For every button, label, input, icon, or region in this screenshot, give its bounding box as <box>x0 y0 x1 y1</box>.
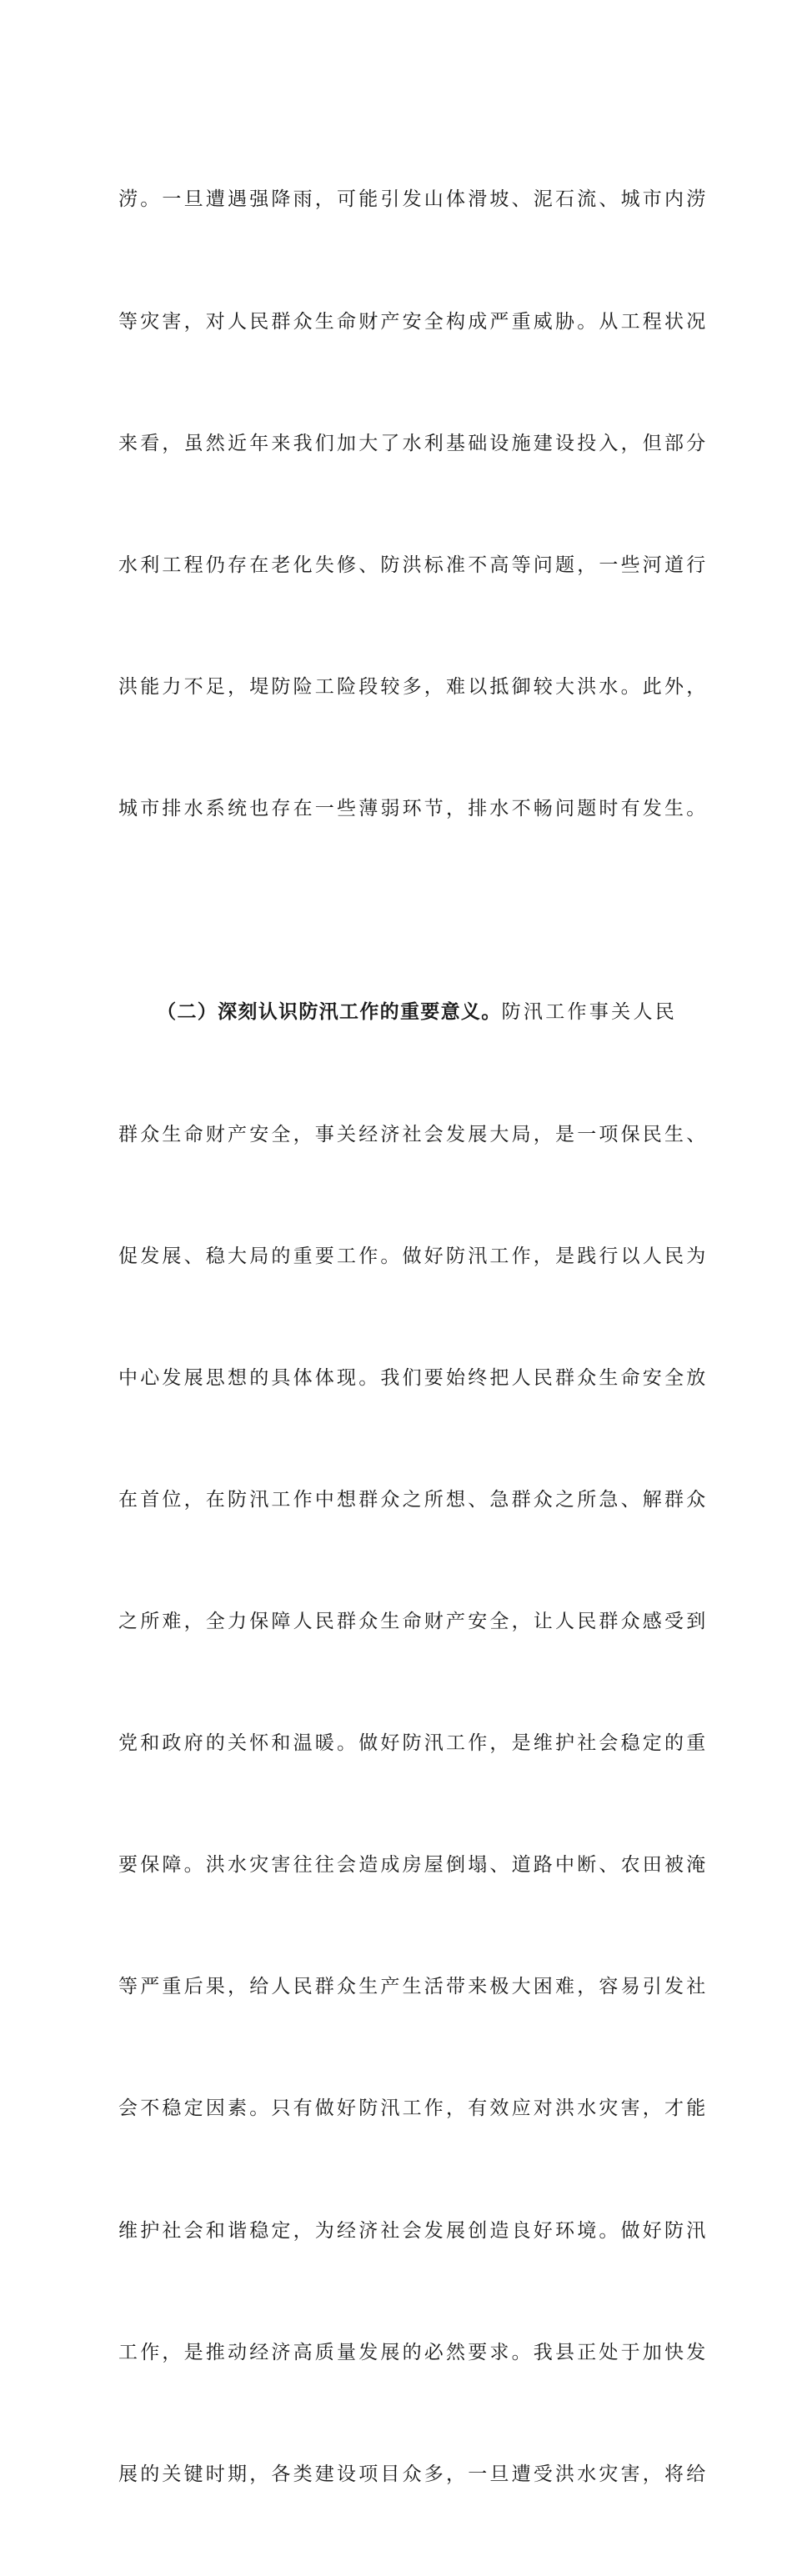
text-line-first <box>118 992 677 1033</box>
text-line: 涝。一旦遭遇强降雨，可能引发山体滑坡、泥石流、城市内涝 <box>118 188 709 211</box>
text-line: 群众生命财产安全，事关经济社会发展大局，是一项保民生、 <box>118 1123 709 1145</box>
paragraph-flood-risk <box>118 98 709 910</box>
text-line: 工作，是推动经济高质量发展的必然要求。我县正处于加快发 <box>118 2341 709 2363</box>
text-line: 会不稳定因素。只有做好防汛工作，有效应对洪水灾害，才能 <box>118 2097 709 2120</box>
text-line: 促发展、稳大局的重要工作。做好防汛工作，是践行以人民为 <box>118 1245 709 1267</box>
document-body <box>118 98 709 2576</box>
text-line: 维护社会和谐稳定，为经济社会发展创造良好环境。做好防汛 <box>118 2219 709 2242</box>
text-line: 之所难，全力保障人民群众生命财产安全，让人民群众感受到 <box>118 1611 709 1633</box>
text-line: 在首位，在防汛工作中想群众之所想、急群众之所急、解群众 <box>118 1488 709 1511</box>
text-line: 等严重后果，给人民群众生产生活带来极大困难，容易引发社 <box>118 1976 709 1998</box>
text-line: 党和政府的关怀和温暖。做好防汛工作，是维护社会稳定的重 <box>118 1732 709 1755</box>
text-line: 等灾害，对人民群众生命财产安全构成严重威胁。从工程状况 <box>118 310 709 333</box>
paragraph-importance <box>118 911 709 2576</box>
heading-continuation: 防汛工作事关人民 <box>501 1001 677 1024</box>
text-line: 要保障。洪水灾害往往会造成房屋倒塌、道路中断、农田被淹 <box>118 1854 709 1877</box>
text-line: 水利工程仍存在老化失修、防洪标准不高等问题，一些河道行 <box>118 554 709 576</box>
text-line: 城市排水系统也存在一些薄弱环节，排水不畅问题时有发生。 <box>118 797 709 819</box>
section-heading: （二）深刻认识防汛工作的重要意义。 <box>157 1001 502 1024</box>
text-line: 洪能力不足，堤防险工险段较多，难以抵御较大洪水。此外， <box>118 675 709 698</box>
text-line: 展的关键时期，各类建设项目众多，一旦遭受洪水灾害，将给 <box>118 2463 709 2485</box>
text-line: 中心发展思想的具体体现。我们要始终把人民群众生命安全放 <box>118 1366 709 1389</box>
text-line: 来看，虽然近年来我们加大了水利基础设施建设投入，但部分 <box>118 432 709 454</box>
